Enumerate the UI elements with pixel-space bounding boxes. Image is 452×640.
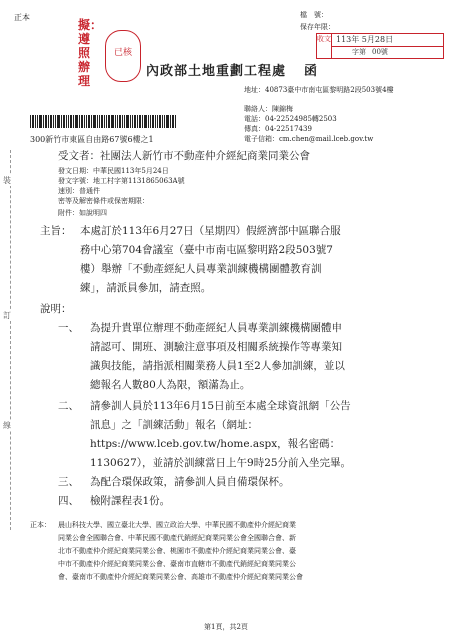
item-number: 四、	[58, 495, 79, 507]
cc-line: 中市不動產仲介經紀商業同業公會、臺南市直轄市不動產代銷經紀商業同業公	[58, 560, 296, 568]
item-line: 識與技能，請指派相關業務人員1至2人參加訓練，並以	[90, 360, 345, 372]
receipt-number: 00號	[372, 48, 388, 56]
explanation-label: 說明：	[40, 303, 72, 315]
margin-char-zhuang: 裝	[3, 176, 11, 185]
page-number: 第1頁，共2頁	[204, 623, 248, 631]
item-line: 為配合環保政策，請參訓人員自備環保杯。	[90, 476, 290, 488]
item-number: 三、	[58, 476, 79, 488]
item-line: 訊息」之「訓練活動」報名（網址：	[90, 419, 258, 431]
cc-line: 晨山科技大學、國立臺北大學、國立政治大學、中華民國不動產仲介經紀商業	[58, 521, 296, 529]
item-line: 請認可、開班、測驗注意事項及相關系統操作等專業知	[90, 341, 342, 353]
contact-address: 地址：40873臺中市南屯區黎明路2段503號4樓	[244, 86, 394, 94]
margin-char-ding: 訂	[3, 311, 11, 320]
item-line: 1130627），並請於訓練當日上午9時25分前入坐完畢。	[90, 457, 352, 469]
cc-line: 會、臺南市不動產仲介經紀商業同業公會、高雄市不動產仲介經紀商業同業公會	[58, 573, 303, 581]
subject-label: 主旨：	[40, 225, 72, 237]
contact-phone: 電話：04-22524985轉2503	[244, 115, 337, 123]
copy-mark: 正本	[14, 13, 30, 22]
seal-text: 已核	[113, 48, 132, 58]
secrecy: 密等及解密條件或保密期限：	[58, 197, 149, 205]
recipient: 受文者：社團法人新竹市不動產仲介經紀商業同業公會	[58, 150, 310, 162]
contact-person: 聯絡人：陳錦梅	[244, 105, 293, 113]
item-number: 二、	[58, 400, 79, 412]
subject-line: 樓）舉辦「不動產經紀人員專業訓練機構團體教育訓	[80, 263, 322, 275]
receipt-type: 收文	[317, 34, 332, 58]
file-number-label: 檔 號：	[300, 11, 328, 19]
item-line: 請參訓人員於113年6月15日前至本處全球資訊網「公告	[90, 400, 351, 412]
recipient-address: 300新竹市東區自由路67號6樓之1	[30, 135, 154, 144]
item-line: 檢附課程表1份。	[90, 495, 171, 507]
item-line-url: https://www.lceb.gov.tw/home.aspx，報名密碼：	[90, 438, 341, 450]
cc-line: 同業公會全國聯合會、中華民國不動產代銷經紀商業同業公會全國聯合會、新	[58, 534, 296, 542]
doc-type: 函	[304, 64, 319, 79]
barcode	[30, 115, 177, 128]
item-line: 為提升貴單位辦理不動產經紀人員專業訓練機構團體申	[90, 322, 342, 334]
cc-line: 北市不動產仲介經紀商業同業公會、桃園市不動產仲介經紀商業同業公會、臺	[58, 547, 296, 555]
subject-line: 務中心第704會議室（臺中市南屯區黎明路2段503號7	[80, 244, 333, 256]
binding-line	[10, 150, 11, 530]
issue-date: 發文日期：中華民國113年5月24日	[58, 167, 169, 175]
speed: 速別：普通件	[58, 187, 100, 195]
item-number: 一、	[58, 322, 79, 334]
subject-line: 本處訂於113年6月27日（星期四）假經濟部中區聯合服	[80, 225, 341, 237]
attachment: 附件：如說明四	[58, 209, 107, 217]
cc-label: 正本：	[30, 521, 51, 529]
receipt-date: 113年 5月28日	[332, 34, 443, 47]
handwritten-note: 擬：遵照辦理	[78, 18, 103, 88]
issue-number: 發文字號：地工村字第1131865063A號	[58, 177, 185, 185]
contact-email: 電子信箱：cm.chen@mail.lceb.gov.tw	[244, 135, 374, 143]
receipt-stamp	[316, 33, 444, 59]
margin-char-xian: 線	[3, 421, 11, 430]
item-line: 總報名人數80人為限，額滿為止。	[90, 379, 251, 391]
contact-fax: 傳真：04-22517439	[244, 125, 312, 133]
subject-line: 練」，請派員參加，請查照。	[80, 282, 212, 294]
receipt-number-label: 字第	[352, 48, 366, 56]
retention-label: 保存年限：	[300, 23, 335, 31]
agency-name: 內政部土地重劃工程處	[146, 64, 287, 79]
seal-stamp	[105, 30, 141, 82]
